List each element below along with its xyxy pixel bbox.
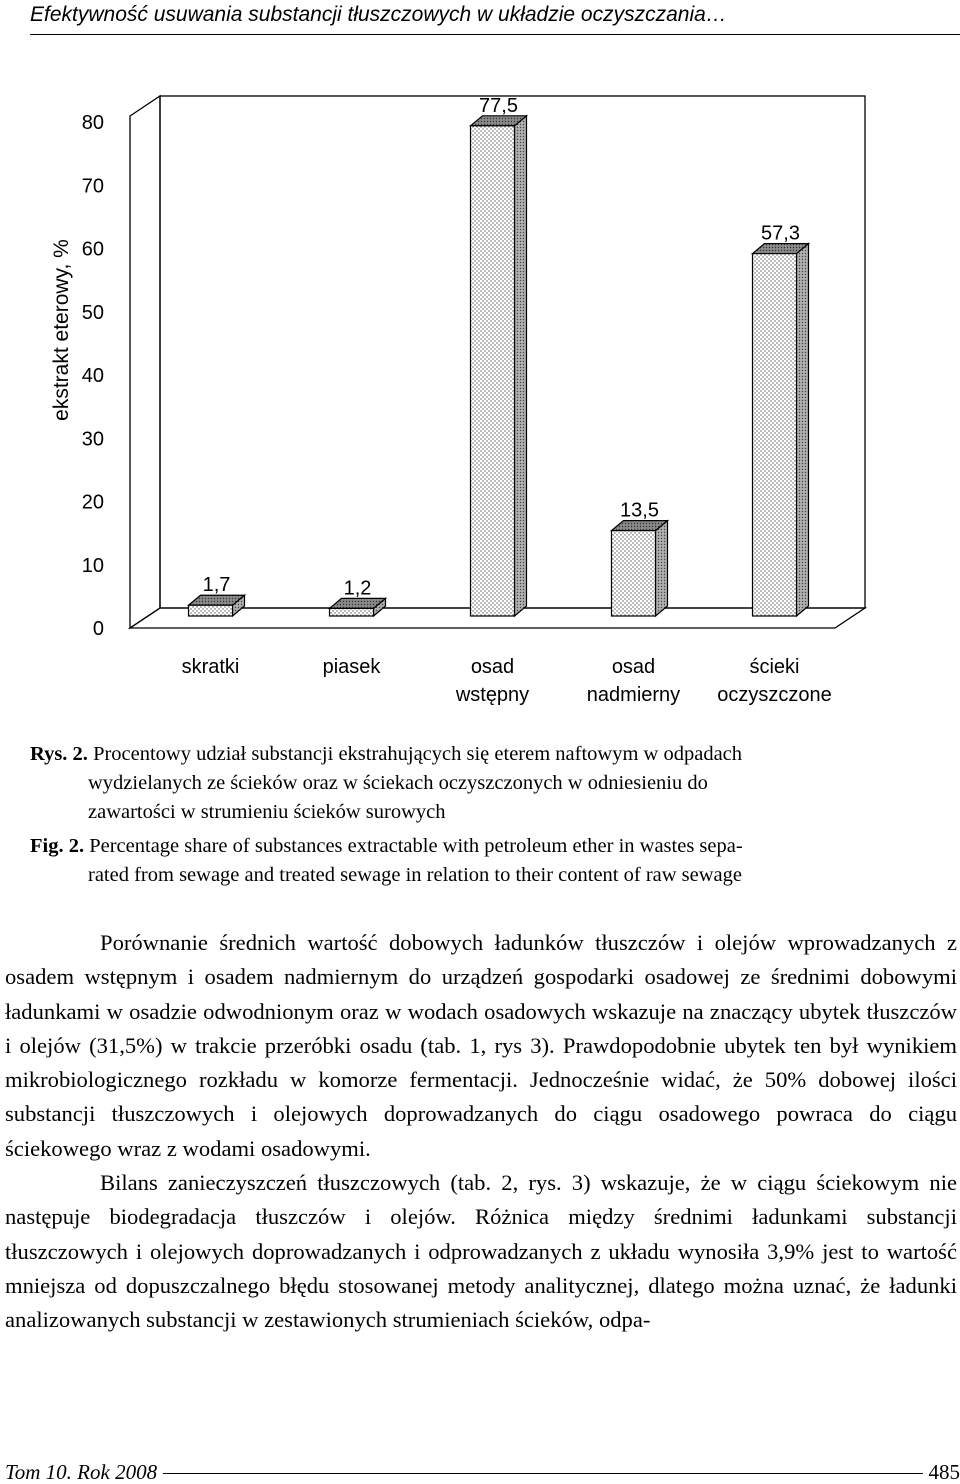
- x-axis-labels: [182, 656, 832, 706]
- running-header: Efektywność usuwania substancji tłuszczowych w układzie oczyszczania…: [30, 0, 960, 35]
- figure-caption-polish: [30, 740, 955, 827]
- y-tick-label: 0: [92, 618, 104, 640]
- bar-side: [797, 244, 809, 616]
- caption-label-en: Fig. 2.: [30, 835, 85, 857]
- y-tick-label: 50: [81, 301, 104, 324]
- figure-caption-english: [30, 832, 955, 890]
- x-tick-label: osad: [611, 656, 656, 678]
- caption-line-pl-3: zawartości w strumieniu ścieków surowych: [88, 801, 446, 823]
- x-tick-label: piasek: [322, 656, 381, 678]
- bar-front: [471, 126, 515, 616]
- bar-side: [656, 521, 668, 616]
- bar-front: [189, 605, 233, 616]
- paragraph-2: Bilans zanieczyszczeń tłuszczowych (tab. 2, rys. 3) wskazuje, że w ciągu ściekowym nie następuje biodegradacja tłuszczów i olejów. Różnica między średnimi ładunkami substancji tłuszczowych i olejowych doprowadzanych i odprowadzanych z układu wynosiła 3,9% jest to wartość mniejsza od dopuszczalnego błędu stosowanej metody analitycznej, dlatego można uznać, że ładunki analizowanych substancji w zestawionych strumieniach ścieków, odpa-: [5, 1170, 957, 1333]
- y-tick-label: 80: [81, 112, 104, 134]
- x-tick-label: osad: [470, 656, 515, 678]
- bar-chart: [0, 90, 960, 715]
- value-label: 57,3: [761, 222, 800, 245]
- y-tick-label: 20: [81, 491, 104, 514]
- caption-line-pl-2: wydzielanych ze ścieków oraz w ściekach oczyszczonych w odniesieniu do: [88, 772, 708, 794]
- bars: [189, 116, 809, 616]
- value-label: 1,2: [343, 577, 372, 600]
- caption-line-en-2: rated from sewage and treated sewage in relation to their content of raw sewage: [88, 864, 743, 886]
- caption-line-en-1: Percentage share of substances extractable with petroleum ether in wastes sepa-: [89, 835, 743, 857]
- bar: [753, 244, 809, 616]
- body-text: [5, 926, 957, 1338]
- x-tick-label: wstępny: [455, 684, 530, 706]
- caption-line-pl-1: Procentowy udział substancji ekstrahujących się eterem naftowym w odpadach: [93, 743, 743, 765]
- y-tick-label: 30: [81, 428, 104, 451]
- left-wall: [130, 96, 160, 628]
- y-tick-label: 40: [81, 365, 104, 387]
- bar-side: [515, 116, 527, 616]
- y-axis-label: ekstrakt eterowy, %: [50, 239, 73, 421]
- value-label: 1,7: [202, 574, 231, 597]
- x-tick-label: oczyszczone: [717, 684, 832, 706]
- paragraph-1: Porównanie średnich wartość dobowych ładunków tłuszczów i olejów wprowadzanych z osadem wstępnym i osadem nadmiernym do urządzeń gospodarki osadowej ze średnimi dobowymi ładunkami w osadzie odwodnionym oraz w wodach osadowych wskazuje na znaczący ubytek tłuszczów i olejów (31,5%) w trakcie przeróbki osadu (tab. 1, rys 3). Prawdopodobnie ubytek ten był wynikiem mikrobiologicznego rozkładu w komorze fermentacji. Jednocześnie widać, że 50% dobowej ilości substancji tłuszczowych i olejowych doprowadzanych do ciągu osadowego powraca do ciągu ściekowego wraz z wodami osadowymi.: [5, 930, 957, 1161]
- y-tick-label: 10: [81, 554, 104, 577]
- value-label: 77,5: [479, 94, 518, 117]
- bar: [612, 521, 668, 616]
- value-label: 13,5: [620, 499, 659, 522]
- x-tick-label: skratki: [181, 656, 240, 678]
- x-tick-label: ścieki: [749, 656, 800, 678]
- bar: [189, 595, 245, 616]
- caption-label-pl: Rys. 2.: [30, 743, 88, 765]
- bar: [471, 116, 527, 616]
- y-tick-label: 60: [81, 238, 104, 261]
- page-number: 485: [923, 1460, 960, 1484]
- bar: [330, 598, 386, 616]
- page-footer: [5, 1460, 960, 1484]
- y-tick-label: 70: [81, 175, 104, 198]
- bar-front: [612, 531, 656, 616]
- bar-front: [330, 608, 374, 616]
- footer-volume: Tom 10. Rok 2008: [5, 1460, 163, 1484]
- bar-front: [753, 254, 797, 616]
- y-axis-ticks: [82, 112, 104, 640]
- x-tick-label: nadmierny: [586, 684, 681, 706]
